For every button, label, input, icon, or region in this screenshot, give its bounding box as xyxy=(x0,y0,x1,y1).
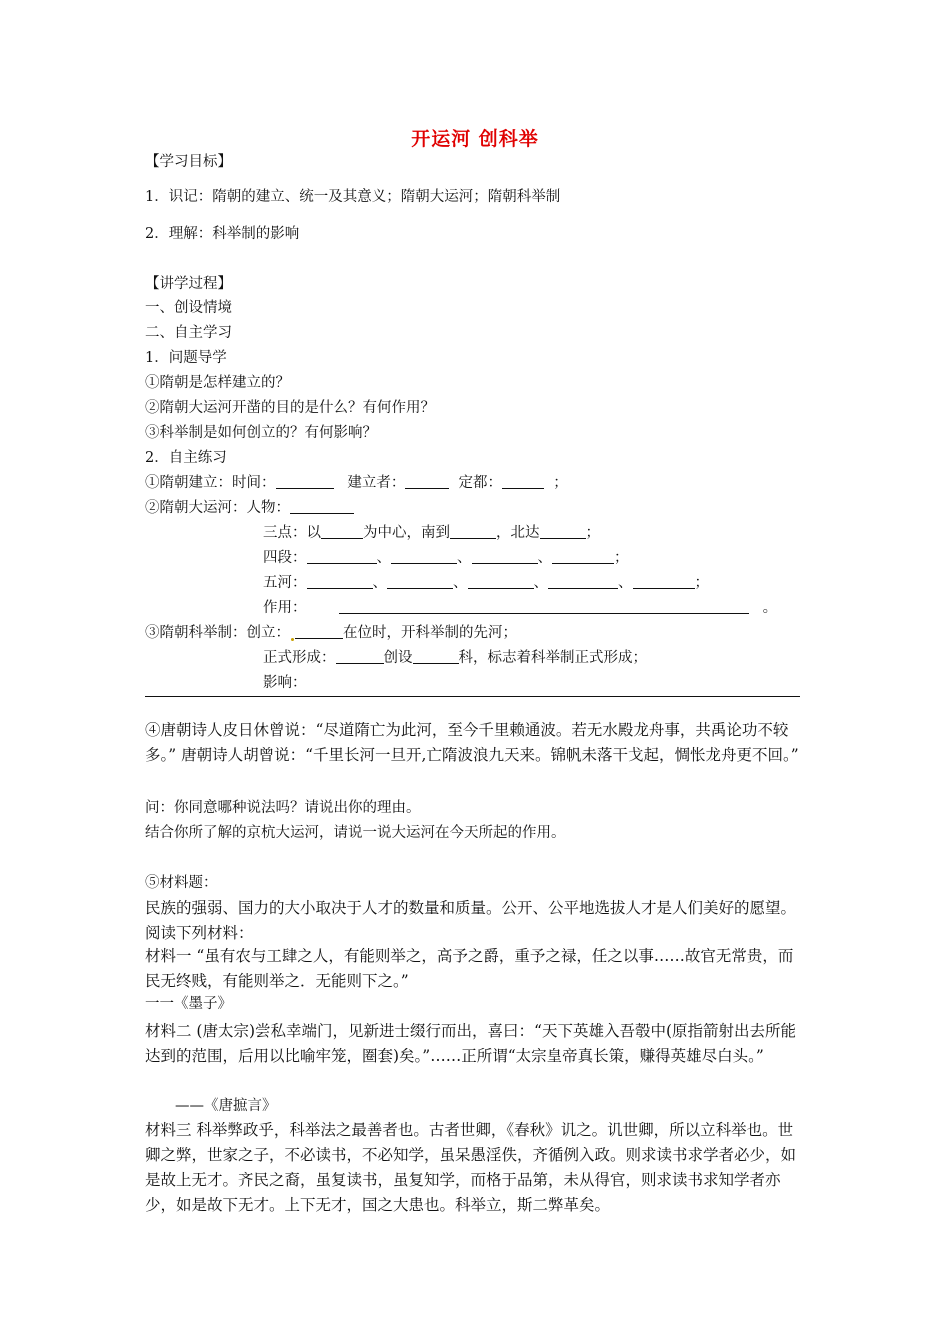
page-title: 开运河 创科举 xyxy=(411,128,539,150)
blank-subject[interactable] xyxy=(413,649,459,664)
question-4-ask: 问：你同意哪种说法吗？请说出你的理由。 xyxy=(145,800,421,816)
separator: 、 xyxy=(537,550,552,566)
exercise-label: ，北达 xyxy=(496,525,540,541)
question-5-heading: ⑤材料题： xyxy=(145,875,218,891)
blank-south[interactable] xyxy=(450,524,496,539)
question-guide-heading: 1．问题导学 xyxy=(145,350,227,366)
question-4-ask-2: 结合你所了解的京杭大运河，请说一说大运河在今天所起的作用。 xyxy=(145,825,566,841)
blank-time[interactable] xyxy=(276,474,334,489)
ink-dot xyxy=(291,638,294,641)
separator: 、 xyxy=(376,550,391,566)
blank-river[interactable] xyxy=(468,574,534,589)
blank-emperor[interactable] xyxy=(295,624,343,639)
material-1: 材料一 “虽有农与工肆之人，有能则举之，高予之爵，重予之禄，任之以事……故官无常贵，而民无终贱，有能则举之．无能则下之。” xyxy=(145,947,794,990)
blank-river[interactable] xyxy=(387,574,453,589)
material-2-source: ——《唐摭言》 xyxy=(175,1098,277,1114)
separator: ； xyxy=(614,550,629,566)
exercise-label: 三点：以 xyxy=(263,525,321,541)
question-5-intro: 民族的强弱、国力的大小取决于人才的数量和质量。公开、公平地选拔人才是人们美好的愿望。阅读下列材料： xyxy=(145,899,797,942)
exercise-label: 作用： xyxy=(263,600,307,616)
exercise-exam-formation xyxy=(263,648,647,668)
separator: 、 xyxy=(453,575,468,591)
exercise-canal-sections xyxy=(263,548,629,568)
question-1: ①隋朝是怎样建立的？ xyxy=(145,375,290,391)
exercise-label: 在位时，开科举制的先河； xyxy=(343,625,517,641)
blank-river[interactable] xyxy=(307,574,373,589)
goal-item-1: 1．识记：隋朝的建立、统一及其意义；隋朝大运河；隋朝科举制 xyxy=(145,189,561,205)
exercise-exam-creation xyxy=(145,623,517,643)
blank-river[interactable] xyxy=(633,574,695,589)
practice-heading: 2．自主练习 xyxy=(145,450,227,466)
exercise-sui-founding xyxy=(145,473,568,493)
blank-section[interactable] xyxy=(391,549,457,564)
exercise-label: 四段： xyxy=(263,550,307,566)
blank-river[interactable] xyxy=(548,574,618,589)
exercise-label: ②隋朝大运河：人物： xyxy=(145,500,290,516)
exercise-label: 正式形成： xyxy=(263,650,336,666)
separator: 。 xyxy=(762,600,778,616)
exercise-label: 建立者： xyxy=(347,475,406,491)
separator: 、 xyxy=(372,575,387,591)
answer-line[interactable] xyxy=(145,696,800,697)
exercise-label: ； xyxy=(585,525,600,541)
blank-capital[interactable] xyxy=(502,474,544,489)
blank-function[interactable] xyxy=(339,599,749,614)
separator: ； xyxy=(694,575,709,591)
exercise-label: 影响： xyxy=(263,675,307,691)
material-3: 材料三 科举弊政乎，科举法之最善者也。古者世卿，《春秋》讥之。讥世卿，所以立科举也。世卿之弊，世家之子，不必读书，不必知学，虽呆愚淫佚，齐循例入政。则求读书求学者必少，如是故上无才。齐民之裔，虽复读书，虽复知学，而格于品第，未从得官，则求读书求知学者亦少，如是故下无才。上下无才，国之大患也。科举立，斯二弊革矣。 xyxy=(145,1121,797,1214)
material-1-source: 一一《墨子》 xyxy=(145,996,232,1012)
exercise-label: 科，标志着科举制正式形成； xyxy=(458,650,647,666)
blank-center[interactable] xyxy=(321,524,363,539)
blank-founder[interactable] xyxy=(405,474,449,489)
exercise-label: 为中心，南到 xyxy=(363,525,450,541)
exercise-label: ③隋朝科举制：创立： xyxy=(145,625,290,641)
exercise-label: 创设 xyxy=(383,650,413,666)
exercise-exam-influence xyxy=(263,673,307,693)
blank-section[interactable] xyxy=(472,549,538,564)
exercise-label: 定都： xyxy=(458,475,503,491)
blank-section[interactable] xyxy=(552,549,614,564)
exercise-label: ①隋朝建立：时间： xyxy=(145,475,276,491)
question-4-quotes: ④唐朝诗人皮日休曾说：“尽道隋亡为此河，至今千里赖通波。若无水殿龙舟事，共禹论功不较多。” 唐朝诗人胡曾说：“千里长河一旦开,亡隋波浪九天来。锦帆未落干戈起，惆怅龙舟更不回。” xyxy=(145,721,799,764)
blank-person[interactable] xyxy=(290,499,354,514)
separator: 、 xyxy=(533,575,548,591)
process-heading: 【讲学过程】 xyxy=(145,276,232,292)
section-1: 一、创设情境 xyxy=(145,300,232,316)
exercise-label: 五河： xyxy=(263,575,307,591)
exercise-canal-person xyxy=(145,498,354,518)
blank-north[interactable] xyxy=(540,524,586,539)
material-2: 材料二 (唐太宗)尝私幸端门，见新进士缀行而出，喜曰：“天下英雄入吾彀中(原指箭射出去所能达到的范围，后用以比喻牢笼，圈套)矣。”……正所谓“太宗皇帝真长策，赚得英雄尽白头。” xyxy=(145,1022,796,1065)
separator: 、 xyxy=(457,550,472,566)
section-2: 二、自主学习 xyxy=(145,325,232,341)
goal-item-2: 2．理解：科举制的影响 xyxy=(145,226,300,242)
question-3: ③科举制是如何创立的？有何影响？ xyxy=(145,425,377,441)
question-2: ②隋朝大运河开凿的目的是什么？有何作用？ xyxy=(145,400,435,416)
exercise-canal-rivers xyxy=(263,573,709,593)
blank-creator[interactable] xyxy=(336,649,384,664)
separator: 、 xyxy=(618,575,633,591)
exercise-canal-points xyxy=(263,523,600,543)
exercise-canal-function xyxy=(263,598,777,618)
goals-heading: 【学习目标】 xyxy=(145,154,232,170)
blank-section[interactable] xyxy=(307,549,377,564)
exercise-label: ； xyxy=(553,475,568,491)
